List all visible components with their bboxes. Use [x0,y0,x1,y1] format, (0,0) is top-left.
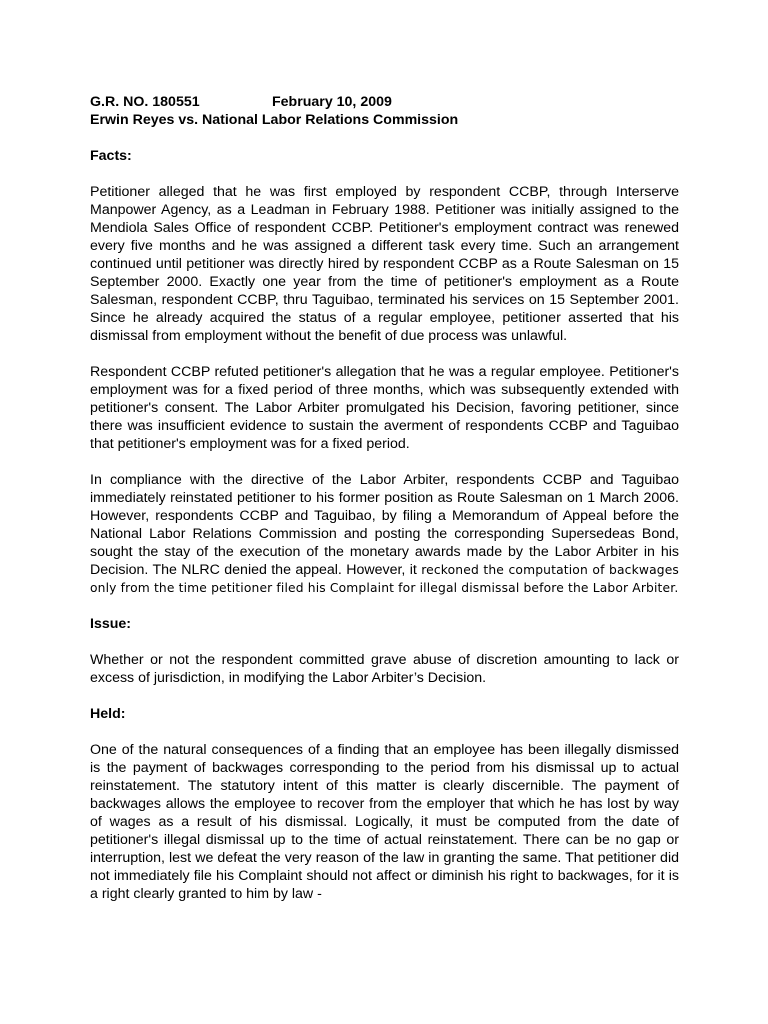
case-title: Erwin Reyes vs. National Labor Relations Commission [90,112,459,128]
facts-paragraph-2: Respondent CCBP refuted petitioner's allegation that he was a regular employee. Petitioner's employment was for a fixed period of three months, which was subsequently extended with petitioner's consent. The Labor Arbiter promulgated his Decision, favoring petitioner, since there was insufficient evidence to sustain the averment of respondents CCBP and Taguibao that petitioner's employment was for a fixed period. [90,364,679,452]
issue-paragraph: Whether or not the respondent committed grave abuse of discretion amounting to lack or excess of jurisdiction, in modifying the Labor Arbiter’s Decision. [90,652,679,686]
held-heading: Held: [90,706,126,722]
held-paragraph: One of the natural consequences of a finding that an employee has been illegally dismissed is the payment of backwages corresponding to the period from his dismissal up to actual reinstatement. The statutory intent of this matter is clearly discernible. The payment of backwages allows the employee to recover from the employer that which he has lost by way of wages as a result of his dismissal. Logically, it must be computed from the date of petitioner's illegal dismissal up to the time of actual reinstatement. There can be no gap or interruption, lest we defeat the very reason of the law in granting the same. That petitioner did not immediately file his Complaint should not affect or diminish his right to backwages, for it is a right clearly granted to him by law - [90,742,679,902]
facts-paragraph-3-main: In compliance with the directive of the Labor Arbiter, respondents CCBP and Taguibao immediately reinstated petitioner to his former position as Route Salesman on 1 March 2006. However, respondents CCBP and Taguibao, by filing a Memorandum of Appeal before the National Labor Relations Commission and posting the corresponding Supersedeas Bond, sought the stay of the execution of the monetary awards made by the Labor Arbiter in his Decision. The NLRC denied the appeal. However, it [90,472,679,578]
facts-heading: Facts: [90,148,132,164]
facts-paragraph-3 [90,471,679,597]
facts-paragraph-1: Petitioner alleged that he was first employed by respondent CCBP, through Interserve Manpower Agency, as a Leadman in February 1988. Petitioner was initially assigned to the Mendiola Sales Office of respondent CCBP. Petitioner's employment contract was renewed every five months and he was assigned a different task every time. Such an arrangement continued until petitioner was directly hired by respondent CCBP as a Route Salesman on 15 September 2000. Exactly one year from the time of petitioner's employment as a Route Salesman, respondent CCBP, thru Taguibao, terminated his services on 15 September 2001. Since he already acquired the status of a regular employee, petitioner asserted that his dismissal from employment without the benefit of due process was unlawful. [90,184,679,344]
facts-paragraph-3-tail: reckoned the computation of backwages only from the time petitioner filed his Complaint for illegal dismissal before the Labor Arbiter. [90,563,679,595]
case-number: G.R. NO. 180551 [90,94,200,110]
issue-heading: Issue: [90,616,132,632]
case-header [90,93,679,111]
document-page [90,93,679,903]
decision-date: February 10, 2009 [272,94,392,110]
